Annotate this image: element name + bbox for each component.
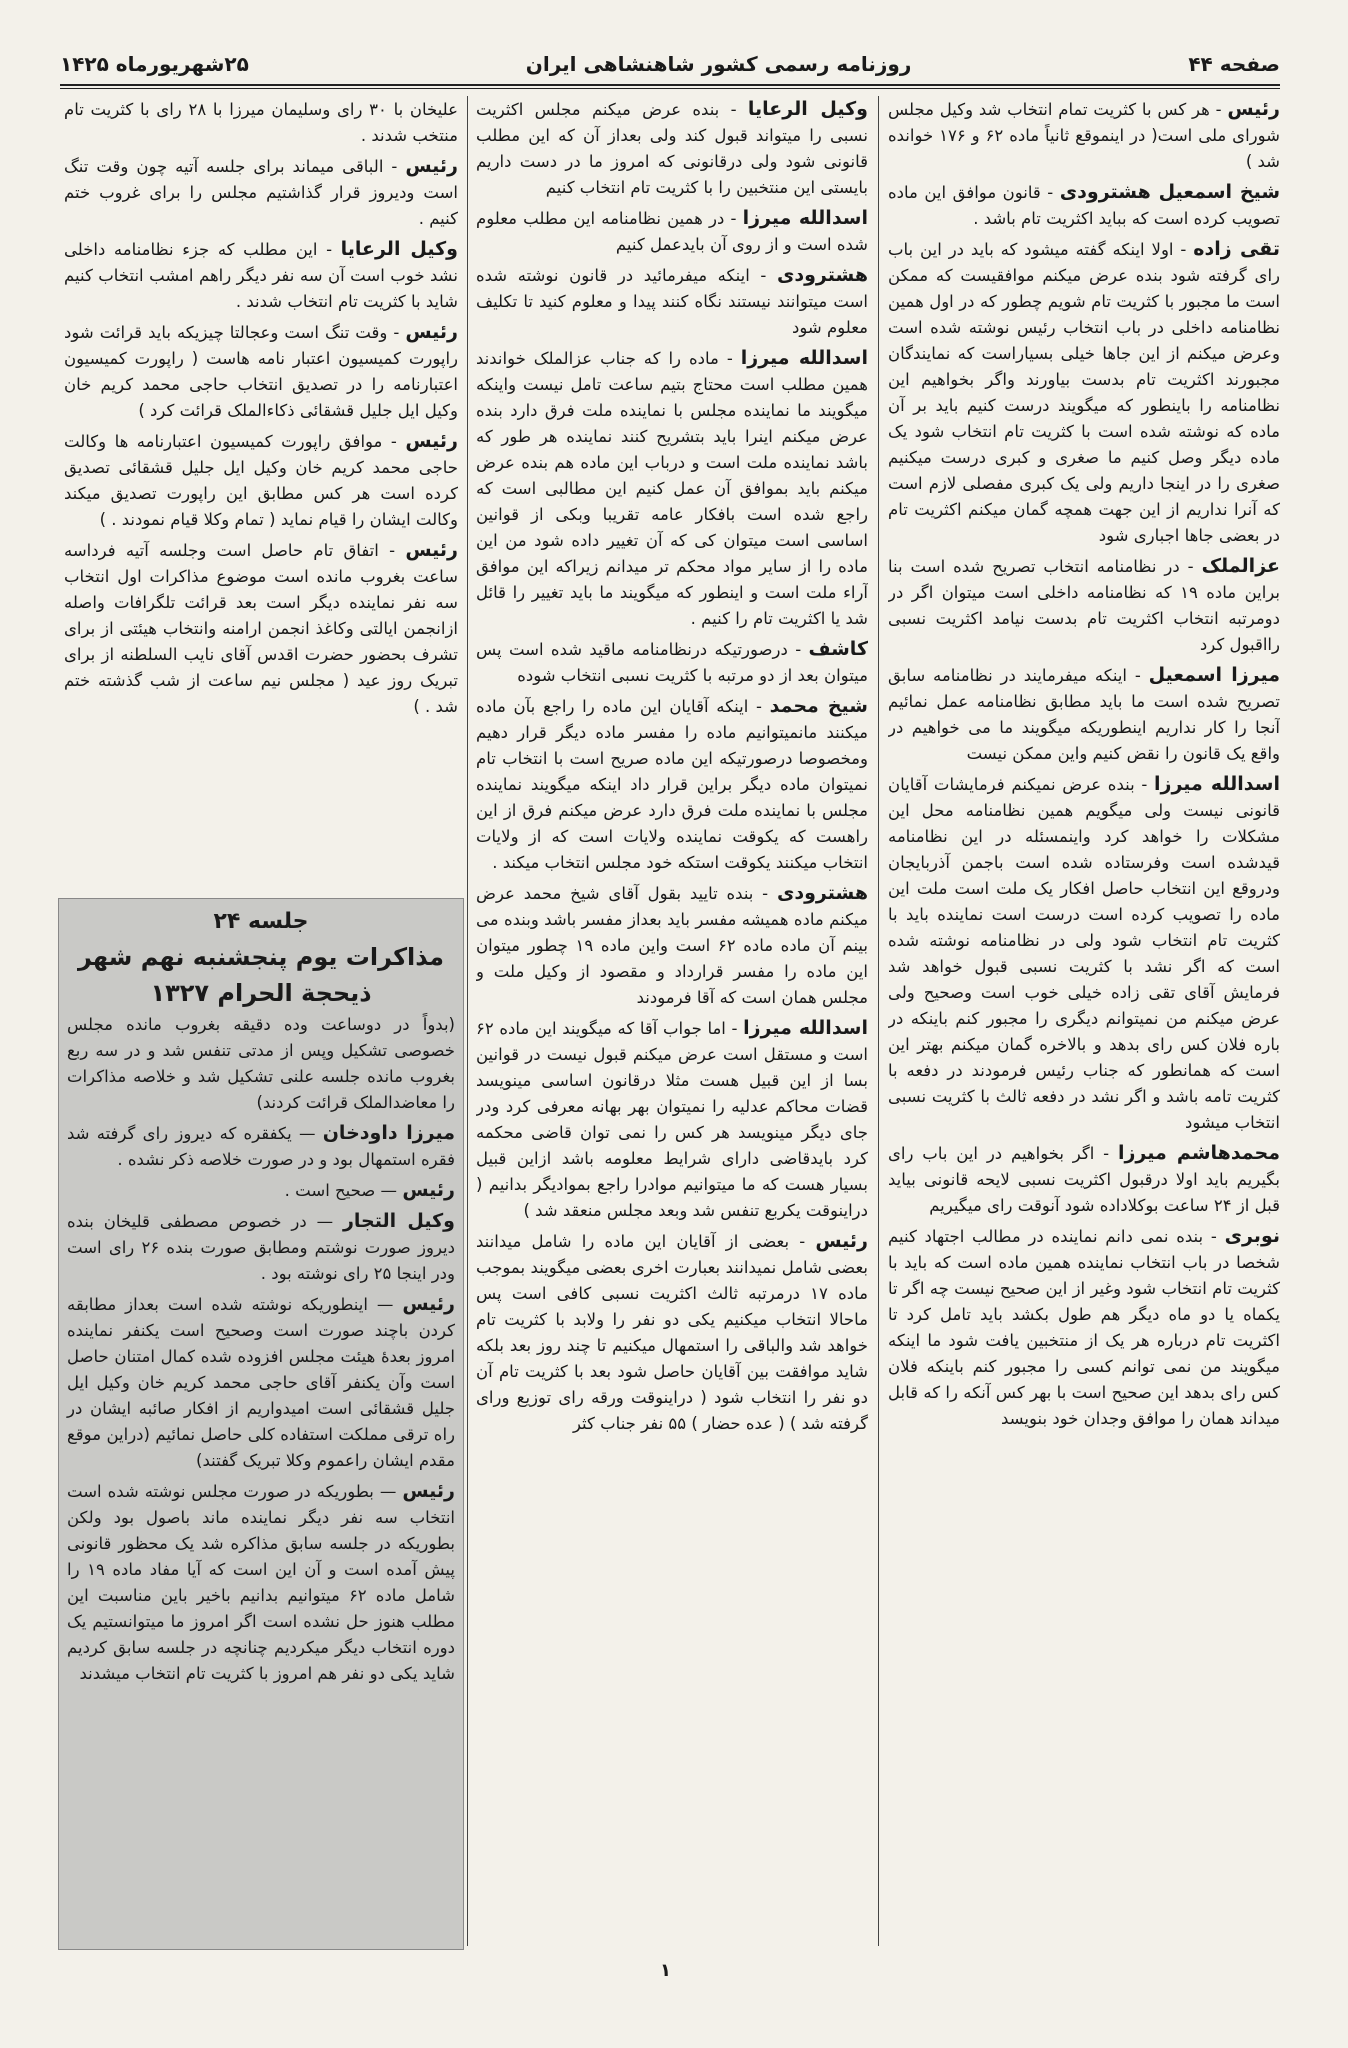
column-middle [476,96,868,1946]
speaker-name: عزالملک [1201,555,1280,577]
paragraph [64,153,458,232]
session-title: جلسه ۲۴ [213,909,309,934]
paragraph [64,236,458,315]
paragraph [476,1015,868,1224]
page-header [60,44,1280,84]
paragraph-text: - وقت تنگ است وعجالتا چیزیکه باید قرائت شود راپورت کمیسیون اعتبار نامه هاست ( راپورت کمیسیون اعتبارنامه را در تصدیق انتخاب حاجی محمد کریم خان وکیل ایل جلیل قشقائی ذکاءالملک قرائت کرد ) [64,323,458,420]
paragraph-text: - بنده عرض نمیکنم فرمایشات آقایان قانونی نیست ولی میگویم همین نظامنامه محل این مشکلات را خواهد کرد واینمسئله در این نظامنامه قیدشده است وفرستاده شده است باجمن آذربایجان ودروقع این انتخاب حاصل افکار یک ملت است ملت این ماده را تصویب کرده است درست است نماینده باید با کثریت تام انتخاب شود ولی در نظامنامه نوشته شده است که اگر نشد با کثریت نسبی قبول خواهد شد فرمایش آقای تقی زاده خیلی خوب است وصحیح ولی عرض میکنم من نمیتوانم دیگری را مجبور کنم باینکه در باره فلان کس رای بدهد و بالاخره گمان میکنم بهتر این است که همانطور که جناب رئیس فرمودند در دفعه با کثریت تامه باشد و اگر نشد در دفعه ثالث با کثریت نسبی انتخاب میشود [888,775,1280,1132]
speaker-name: هشترودی [776,264,868,286]
paragraph [888,771,1280,1136]
paragraph [67,1478,455,1687]
paragraph-text: - بنده عرض میکنم مجلس اکثریت نسبی را میتواند قبول کند ولی بعداز آن که این مطلب قانونی شود ولی درقانونی که امروز ما در دست داریم بایستی این منتخبین را با کثریت تام انتخاب کنیم [476,100,868,197]
speaker-name: اسدالله میرزا [742,207,868,229]
paragraph [888,179,1280,232]
paragraph [476,880,868,1011]
paragraph-text: - هر کس با کثریت تمام انتخاب شد وکیل مجلس شورای ملی است( در اینموقع ثانیاً ماده ۶۲ و ۱۷۶ خوانده شد ) [888,100,1280,171]
speaker-name: رئیس [402,1480,455,1502]
paragraph [476,693,868,876]
speaker-name: شیخ محمد [769,695,868,717]
paragraph-text: - درصورتیکه درنظامنامه ماقید شده است پس میتوان بعد از دو مرتبه با کثریت نسبی انتخاب شوده [476,640,868,685]
paragraph-text: - بنده تایید بقول آقای شیخ محمد عرض میکنم ماده همیشه مفسر باید بعداز مفسر باشد وبنده می بینم آن ماده ماده ۶۲ است واین ماده ۱۹ چطور میتوان این ماده را مفسر قرارداد و مقصود از وکیل ملت و مجلس همان است که آقا فرمودند [476,884,868,1007]
paragraph-text: - قانون موافق این ماده تصویب کرده است که بباید اکثریت تام باشد . [888,183,1280,228]
session-paragraphs [67,1011,455,1687]
page-label: صفحه ۴۴ [1188,52,1280,76]
speaker-name: میرزا داودخان [322,1122,455,1144]
paragraph-text: — بطوریکه در صورت مجلس نوشته شده است انتخاب سه نفر دیگر نماینده ماند باصول بود ولکن بطوریکه در جلسه سابق مذاکره شد یک محظور قانونی پیش آمده است و آن این است که آیا مفاد ماده ۱۹ را شامل ماده ۶۲ میتوانیم بدانیم باخیر باین مناسبت این مطلب هنوز حل نشده است اگر امروز ما میتوانستیم یک دوره انتخاب دیگر میکردیم چنانچه در جلسه سابق کردیم شاید یکی دو نفر هم امروز با کثریت تام انتخاب میشدند [67,1482,455,1683]
paragraph-text: - اینکه میفرمائید در قانون نوشته شده است میتوانند نیستند نگاه کنند پیدا و معلوم کنید تا تکلیف معلوم شود [476,266,868,337]
paragraph [888,1223,1280,1432]
paragraph [476,205,868,258]
speaker-name: رئیس [1227,98,1280,120]
paragraph-text: - در همین نظامنامه این مطلب معلوم شده است و از روی آن بایدعمل کنیم [476,209,868,254]
speaker-name: وکیل التجار [342,1210,455,1232]
speaker-name: میرزا اسمعیل [1148,664,1280,686]
column-divider-left [467,96,468,1946]
paragraph [476,262,868,341]
paragraph-text: - بعضی از آقایان این ماده را شامل میدانند بعضی شامل نمیدانند بعبارت اخری بعضی میگویند بموجب ماده ۱۷ درمرتبه ثالث اکثریت نسبی کافی است پس ماحالا انتخاب میکنیم یکی دو نفر را ولابد با کثریت تام خواهد شد والباقی را استمهال میکنیم تا چند روز بعد بلکه شاید موافقت بین آقایان حاصل شود بعد با کثریت تام آن دو نفر را انتخاب شود ( دراینوقت ورقه رای توزیع ورای گرفته شد ) ( عده حضار ) ۵۵ نفر جناب کثر [476,1232,868,1433]
paragraph [476,96,868,201]
paragraph-text: علیخان با ۳۰ رای وسلیمان میرزا با ۲۸ رای با کثریت تام منتخب شدند . [64,100,458,145]
paragraph-text: - موافق راپورت کمیسیون اعتبارنامه ها وکالت حاجی محمد کریم خان وکیل ایل جلیل قشقائی تصدیق کرده است هر کس مطابق این راپورت تصدیق میکند وکالت ایشان را قیام نماید ( تمام وکلا قیام نمودند . ) [64,432,458,529]
speaker-name: نوبری [1224,1225,1280,1247]
session-subtitle: مذاکرات یوم پنجشنبه نهم شهر ذیحجة الحرام ۱۳۲۷ [78,943,444,1007]
speaker-name: تقی زاده [1193,238,1280,260]
speaker-name: رئیس [405,539,458,561]
issue-date: ۲۵شهریورماه ۱۴۲۵ [60,52,249,76]
paragraph-text: — صحیح است . [284,1181,403,1200]
speaker-name: هشترودی [776,882,868,904]
paragraph [888,96,1280,175]
paragraph [888,553,1280,658]
speaker-name: رئیس [405,430,458,452]
paragraph [64,428,458,533]
newspaper-title: روزنامه رسمی کشور شاهنشاهی ایران [525,52,912,76]
paragraph-text: — در خصوص مصطفی قلیخان بنده دیروز صورت نوشتم ومطابق صورت بنده ۲۶ رای است ودر اینجا ۲۵ رای نوشته بود . [67,1212,455,1283]
paragraph-text: - اگر بخواهیم در این باب رای بگیریم باید اولا درقبول اکثریت نسبی لایحه قانونی بیاید قبل از ۲۴ ساعت بوکلاداده شود آنوقت رای میگیریم [888,1144,1280,1215]
header-divider [60,84,1280,86]
column-divider-right [878,96,879,1946]
speaker-name: رئیس [815,1230,868,1252]
speaker-name: وکیل الرعایا [340,238,458,260]
speaker-name: اسدالله میرزا [743,1017,868,1039]
speaker-name: محمدهاشم میرزا [1117,1142,1280,1164]
speaker-name: اسدالله میرزا [1154,773,1280,795]
paragraph-text: - در نظامنامه انتخاب تصریح شده است بنا براین ماده ۱۹ که نظامنامه داخلی است میتوان اگر در دومرتبه انتخاب اکثریت تام بدست نیامد اکثریت نسبی رااقبول کرد [888,557,1280,654]
paragraph [67,1120,455,1173]
paragraph-text: - اینکه میفرمایند در نظامنامه سابق تصریح شده است ما باید مطابق نظامنامه عمل نمائیم آنجا را کار نداریم اینطوریکه میگویند ما می خواهیم در واقع یک قانون را نقض کنیم واین ممکن نیست [888,666,1280,763]
speaker-name: رئیس [405,155,458,177]
paragraph-text: — اینطوریکه نوشته شده است بعداز مطابقه کردن باچند صورت است وصحیح است یکنفر نماینده امروز بعدهٔ هیئت مجلس افزوده شده کمال امتنان حاصل است وآن یکنفر آقای حاجی محمد کریم خان وکیل ایل جلیل قشقائی است امیدواریم از افکار صائبه ایشان در راه ترقی مملکت استفاده کلی حاصل نمائیم (دراین موقع مقدم ایشان راعموم وکلا تبریک گفتند) [67,1295,455,1470]
paragraph-text: - اینکه آقایان این ماده را راجع بآن ماده میکنند مانمیتوانیم ماده را مفسر ماده دیگر قرار دهیم ومخصوصا درصورتیکه این ماده صریح است با انتخاب تام نمیتوان ماده دیگر براین قرار داد اینکه میگویند نماینده مجلس با نماینده ملت فرق دارد عرض میکنم فرق از این راهست که یکوقت نماینده ولایات است که از ولایات انتخاب میکنند یکوقت استکه خود مجلس انتخاب میکند . [476,697,868,872]
paragraph [67,1208,455,1287]
paragraph-text: — یکفقره که دیروز رای گرفته شد فقره استمهال بود و در صورت خلاصه ذکر نشده . [67,1124,455,1169]
paragraph-text: - ماده را که جناب عزالملک خواندند همین مطلب است محتاج بتیم ساعت تامل نیست واینکه میگویند ما نماینده مجلس با نماینده ملت فرق دارد بنده عرض میکنم اینرا باید بتشریح کنند نماینده هر طور که باشد نماینده ملت است و درباب این ماده هم بنده عرض میکنم باید بموافق آن عمل کنیم این مطالبی است که راجع شده است بافکار عامه تقریبا وبکی از قوانین اساسی است میتوان کی که آن تغییر داده شود من این ماده را از سایر مواد محکم تر میدانم زیراکه این موافق آراء ملت است و اینطور که میگویند ما باید تغییر را قائل شد یا اکثریت تام را کنیم . [476,349,868,628]
paragraph [476,636,868,689]
speaker-name: کاشف [808,638,868,660]
speaker-name: شیخ اسمعیل هشترودی [1059,181,1280,203]
speaker-name: وکیل الرعایا [747,98,868,120]
paragraph-text: - اتفاق تام حاصل است وجلسه آتیه فرداسه ساعت بغروب مانده است موضوع مذاکرات اول انتخاب سه نفر نماینده دیگر است بعد قرائت تلگرافات واصله ازانجمن ایالتی وکاغذ انجمن ارامنه وانتخاب هیئتی از برای تشرف بحضور حضرت اقدس آقای نایب السلطنه از برای تبریک روز عید ( مجلس نیم ساعت از شب گذشته ختم شد . ) [64,541,458,716]
paragraph [476,1228,868,1437]
paragraph-text: - اولا اینکه گفته میشود که باید در این باب رای گرفته شود بنده عرض میکنم موافقیست که ممکن است ما مجبور با کثریت تام شویم چطور که در اول همین نظامنامه داخلی در باب انتخاب رئیس نوشته شده است وعرض میکنم از این جاها خیلی بسیاراست که نمایندگان مجبورند اکثریت تام بدست بیاورند واگر بخواهیم این نظامنامه را باینطور که میگویند درست کنیم باید بر آن ماده که نوشته شده است با کثریت تام انتخاب شود یک ماده دیگر وصل کنیم ما صغری و کبری درست میکنیم صغری را در اینجا داریم ولی یک کبری مفصلی لازم است که آنرا نداریم از این جهت همچه گمان میکنم اکثریت تام در بعضی جاها اجباری شود [888,240,1280,545]
paragraph [888,662,1280,767]
paragraph [67,1291,455,1474]
speaker-name: رئیس [402,1293,455,1315]
speaker-name: رئیس [405,321,458,343]
speaker-name: اسدالله میرزا [740,347,868,369]
paragraph [476,345,868,632]
header-divider-thin [60,88,1280,89]
session-box [58,898,464,1950]
session-box-content [67,905,455,1691]
paragraph-text: - بنده نمی دانم نماینده در مطالب اجتهاد کنیم شخصا در باب انتخاب نماینده همین ماده است که باید با کثریت تام انتخاب شود وغیر از این صحیح نیست چه اگر تا یکماه یا دو ماه دیگر هم طول بکشد باید تامل کرد تا اکثریت تام درباره هر یک از منتخبین یافت شود ما اینکه میگویند من نمی توانم کسی را مجبور کنم باینکه فلان کس رای بدهد این صحیح است با بهر کس آنکه را که قابل میداند همان را موافق وجدان خود بنویسد [888,1227,1280,1428]
paragraph [67,1177,455,1204]
paragraph [888,236,1280,549]
paragraph-text: (بدواً در دوساعت وده دقیقه بغروب مانده مجلس خصوصی تشکیل وپس از مدتی تنفس شد و در سه ربع بغروب مانده جلسه علنی تشکیل شد و خلاصه مذاکرات را معاضدالملک قرائت کردند) [67,1015,455,1112]
speaker-name: رئیس [402,1179,455,1201]
paragraph-text: - اما جواب آقا که میگویند این ماده ۶۲ است و مستقل است عرض میکنم قبول نیست در قوانین بسا از این قبیل هست مثلا درقانون اساسی مینویسد قضات محاکم عدلیه را نمیتوان بهر بهانه معرفی کرد ودر جای دیگر مینویسد هر کس را نمی توان قاضی محکمه کرد بایدقاضی دارای شرایط معلومه باشد ازاین قبیل بسیار هست که ما میتوانیم موادرا راجع بموادیگر بدانیم ( دراینوقت یکربع تنفس شد وبعد مجلس منعقد شد ) [476,1019,868,1220]
paragraph-text: - این مطلب که جزء نظامنامه داخلی نشد خوب است آن سه نفر دیگر راهم امشب انتخاب کنیم شاید با کثریت تام انتخاب شدند . [64,240,458,311]
paragraph [64,96,458,149]
paragraph [888,1140,1280,1219]
paragraph-text: - الباقی میماند برای جلسه آتیه چون وقت تنگ است ودیروز قرار گذاشتیم مجلس را برای غروب ختم کنیم . [64,157,458,228]
paragraph [64,319,458,424]
paragraph [64,537,458,720]
paragraph [67,1011,455,1116]
column-right [888,96,1280,1946]
page-number: ۱ [660,1960,671,1981]
